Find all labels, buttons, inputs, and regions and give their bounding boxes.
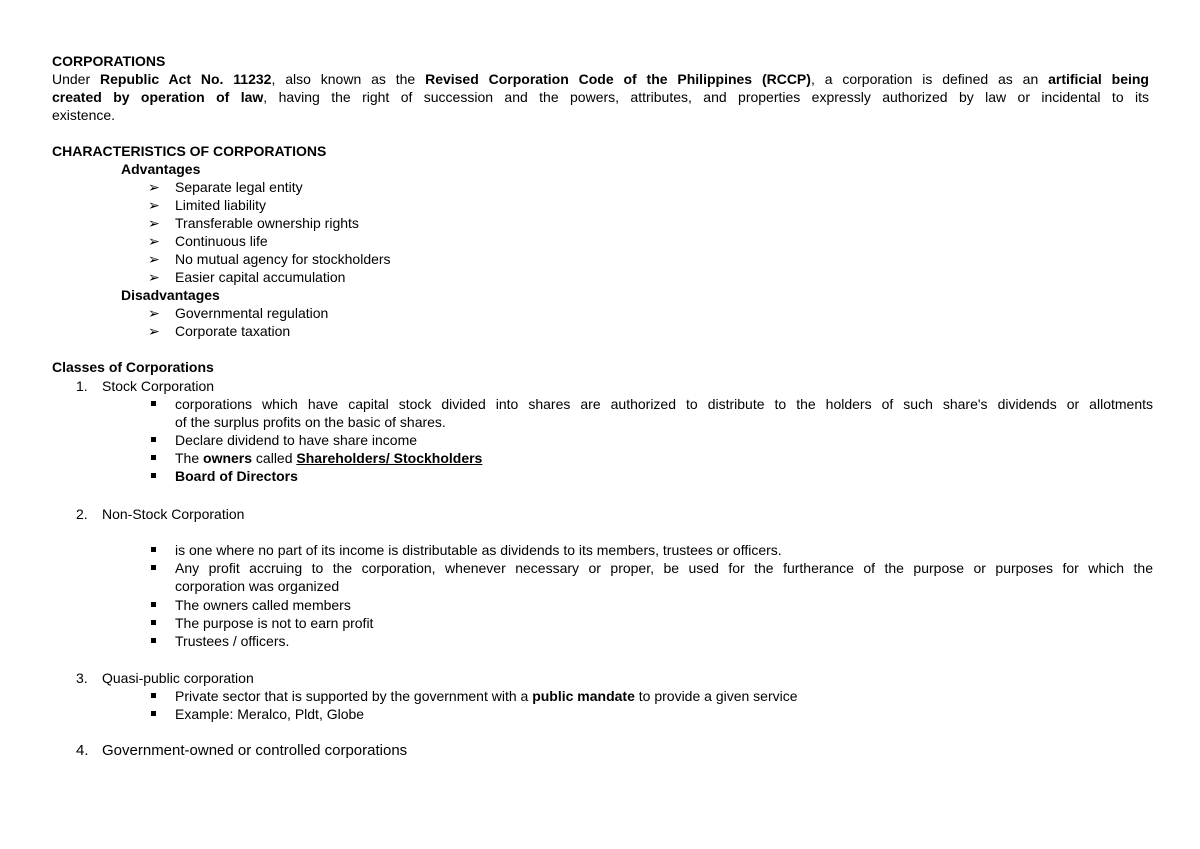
arrow-bullet-icon: ➢ — [148, 323, 160, 339]
square-bullet-icon — [151, 547, 156, 552]
disadvantages-label: Disadvantages — [121, 287, 220, 303]
characteristics-heading: CHARACTERISTICS OF CORPORATIONS — [52, 143, 327, 159]
document-page: CORPORATIONS Under Republic Act No. 11232, also known as the Revised Corporation Code of the Philippines (RCCP), a corporation is defined as an artificial being created by operation of law, having the right of succession and the powers, attributes, and properties expressly authorized by law or incidental to its existence. CHARACTERISTICS OF CORPORATIONS Advantages ➢ Separate legal entity ➢ Limited liability ➢ Transferable ownership rights ➢ Continuous life ➢ No mutual agency for stockholders ➢ Easier capital accumulation Disadvantages ➢ Governmental regulation ➢ Corporate taxation Classes of Corporations 1. Stock Corporation corporations which have capital stock divided into shares are authorized to distribute to the holders of such share's dividends or allotments of the surplus profits on the basic of shares. Declare dividend to have share income The owners called Shareholders/ Stockholders Board of Directors 2. Non-Stock Corporation is one where no part of its income is distributable as dividends to its members, trustees or officers. Any profit accruing to the corporation, whenever necessary or proper, be used for the furtherance of the purpose or purposes for which the corporation was organized The owners called members The purpose is not to earn profit Trustees / officers. 3. Quasi-public corporation Private sector that is supported by the government with a public mandate to provide a given service Example: Meralco, Pldt, Globe 4. Government-owned or controlled corporations — [52, 53, 1153, 759]
class-4-title: 4. Government-owned or controlled corporations — [76, 742, 408, 759]
public-mandate-term: public mandate — [532, 688, 635, 704]
square-bullet-icon — [151, 693, 156, 698]
arrow-bullet-icon: ➢ — [148, 269, 160, 285]
arrow-bullet-icon: ➢ — [148, 197, 160, 213]
intro-line-2: created by operation of law, having the right of succession and the powers, attributes, and properties expressly authorized by law or incidental to its — [52, 89, 1150, 105]
class-2-title: 2. Non-Stock Corporation — [76, 506, 245, 522]
square-bullet-icon — [151, 711, 156, 716]
intro-paragraph — [52, 70, 1149, 124]
class-1-title: 1. Stock Corporation — [76, 378, 215, 394]
document-title: CORPORATIONS — [52, 53, 166, 69]
square-bullet-icon — [151, 565, 156, 570]
intro-line-1: Under Republic Act No. 11232, also known as the Revised Corporation Code of the Philippines (RCCP), a corporation is defined as an artificial being — [52, 71, 1149, 87]
shareholders-term: Shareholders/ Stockholders — [296, 450, 483, 466]
advantages-label: Advantages — [121, 161, 201, 177]
republic-act-ref: Republic Act No. 11232 — [100, 71, 272, 87]
arrow-bullet-icon: ➢ — [148, 215, 160, 231]
square-bullet-icon — [151, 455, 156, 460]
class-3-title: 3. Quasi-public corporation — [76, 670, 254, 686]
classes-heading: Classes of Corporations — [52, 359, 214, 375]
square-bullet-icon — [151, 620, 156, 625]
arrow-bullet-icon: ➢ — [148, 305, 160, 321]
arrow-bullet-icon: ➢ — [148, 251, 160, 267]
arrow-bullet-icon: ➢ — [148, 233, 160, 249]
arrow-bullet-icon: ➢ — [148, 179, 160, 195]
square-bullet-icon — [151, 602, 156, 607]
rccp-ref: Revised Corporation Code of the Philippines (RCCP) — [425, 71, 811, 87]
square-bullet-icon — [151, 473, 156, 478]
square-bullet-icon — [151, 437, 156, 442]
intro-line-3: existence. — [52, 107, 116, 123]
square-bullet-icon — [151, 401, 156, 406]
square-bullet-icon — [151, 638, 156, 643]
